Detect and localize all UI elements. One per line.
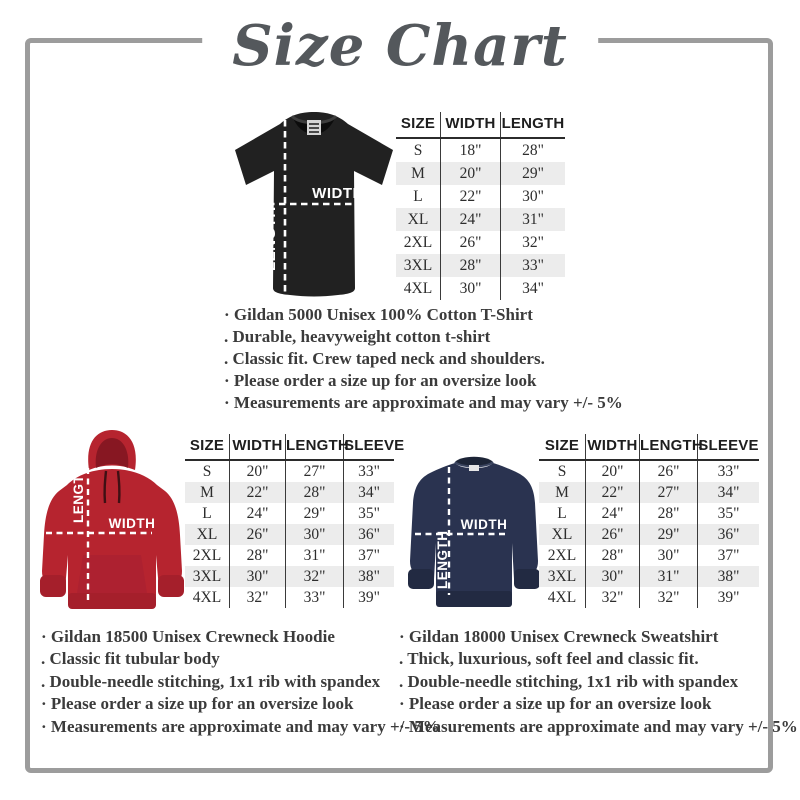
table-cell: M [411, 164, 425, 182]
table-row [185, 587, 394, 608]
product-bullet: . Classic fit. Crew taped neck and shoulders. [224, 349, 545, 368]
table-cell: 38" [344, 566, 395, 587]
table-row [185, 566, 394, 587]
hoodie-description [41, 626, 440, 738]
table-cell: XL [407, 210, 429, 228]
table-row [185, 545, 394, 566]
length-label: LENGTH [262, 206, 279, 271]
table-row [396, 162, 565, 185]
table-cell: 4XL [547, 588, 577, 606]
hoodie-image [33, 423, 191, 621]
table-cell: 39" [344, 587, 395, 608]
width-label: WIDTH [460, 517, 508, 532]
header-row [396, 112, 565, 138]
sweatshirt-description [399, 626, 798, 738]
table-cell: 28" [501, 138, 566, 162]
hoodie-waistband [68, 593, 156, 609]
table-cell: 30" [441, 277, 501, 300]
product-bullet: · Measurements are approximate and may vary +/- 5% [41, 716, 440, 736]
table-cell: 32" [640, 587, 698, 608]
table-cell: L [557, 504, 567, 522]
table-cell: 28" [441, 254, 501, 277]
table-row [185, 503, 394, 524]
tshirt-description [224, 304, 623, 414]
header-row [185, 434, 394, 460]
table-cell: S [413, 141, 423, 159]
table-cell: XL [196, 525, 218, 543]
table-cell: 29" [501, 162, 566, 185]
table-cell: 24" [230, 503, 286, 524]
product-bullet: · Measurements are approximate and may vary +/- 5% [224, 393, 623, 412]
table-row [539, 545, 759, 566]
table-cell: 20" [586, 460, 640, 482]
table-cell: 35" [698, 503, 760, 524]
product-bullet: . Double-needle stitching, 1x1 rib with spandex [41, 671, 381, 691]
length-label: LENGTH [71, 464, 86, 523]
table-cell: 29" [286, 503, 344, 524]
width-label: WIDTH [312, 185, 364, 202]
sweatshirt-hem [436, 591, 512, 607]
hoodie-size-table [185, 434, 405, 608]
table-cell: 33" [501, 254, 566, 277]
table-cell: 24" [441, 208, 501, 231]
product-bullet: . Thick, luxurious, soft feel and classic fit. [399, 649, 699, 669]
hoodie-drawstring-left [105, 471, 106, 503]
table-cell: 30" [640, 545, 698, 566]
table-cell: 29" [640, 524, 698, 545]
column-header: WIDTH [586, 434, 640, 460]
table-cell: 37" [344, 545, 395, 566]
table-cell: 26" [640, 460, 698, 482]
table-cell: 34" [698, 482, 760, 503]
sweatshirt-cuff-right [514, 569, 540, 589]
column-header: SIZE [544, 437, 580, 454]
table-cell: 22" [441, 185, 501, 208]
product-bullet: . Double-needle stitching, 1x1 rib with spandex [399, 671, 739, 691]
product-bullet: . Durable, heavyweight cotton t-shirt [224, 327, 491, 346]
table-cell: 20" [230, 460, 286, 482]
table-cell: XL [551, 525, 573, 543]
table-cell: 35" [344, 503, 395, 524]
table-cell: L [413, 187, 423, 205]
table-cell: 31" [286, 545, 344, 566]
table-cell: 28" [230, 545, 286, 566]
table-cell: 18" [441, 138, 501, 162]
column-header: LENGTH [501, 112, 566, 138]
table-cell: 22" [586, 482, 640, 503]
table-cell: 26" [441, 231, 501, 254]
table-cell: 4XL [192, 588, 222, 606]
table-cell: 3XL [192, 567, 222, 585]
hoodie-drawstring-right [118, 471, 119, 503]
table-row [539, 566, 759, 587]
table-cell: 34" [501, 277, 566, 300]
table-cell: 33" [698, 460, 760, 482]
table-cell: 2XL [547, 546, 577, 564]
table-cell: 32" [286, 566, 344, 587]
table-cell: M [555, 483, 569, 501]
product-bullet: · Measurements are approximate and may vary +/- 5% [399, 716, 798, 736]
table-cell: 36" [698, 524, 760, 545]
tshirt-neck-tag [307, 120, 321, 135]
table-cell: 28" [640, 503, 698, 524]
length-label: LENGTH [435, 530, 450, 589]
product-bullet: · Please order a size up for an oversize look [41, 694, 354, 714]
sweatshirt-image [398, 445, 550, 620]
table-cell: 30" [501, 185, 566, 208]
table-row [539, 524, 759, 545]
table-row [396, 138, 565, 162]
table-cell: 28" [586, 545, 640, 566]
table-cell: S [557, 462, 567, 480]
table-cell: 31" [501, 208, 566, 231]
column-header: SIZE [189, 437, 225, 454]
table-row [185, 524, 394, 545]
table-cell: 3XL [547, 567, 577, 585]
product-bullet: · Gildan 5000 Unisex 100% Cotton T-Shirt [224, 305, 533, 324]
table-cell: 26" [230, 524, 286, 545]
sweatshirt-size-table [539, 434, 759, 608]
sweatshirt-neck-tag [469, 465, 479, 471]
table-cell: L [202, 504, 212, 522]
table-cell: 37" [698, 545, 760, 566]
product-bullet: · Gildan 18500 Unisex Crewneck Hoodie [41, 627, 335, 646]
column-header: LENGTH [640, 434, 698, 460]
table-cell: 22" [230, 482, 286, 503]
table-cell: 30" [230, 566, 286, 587]
table-row [539, 460, 759, 482]
table-cell: 33" [286, 587, 344, 608]
table-cell: 3XL [403, 256, 433, 274]
table-cell: 33" [344, 460, 395, 482]
page-title: Size Chart [202, 2, 598, 90]
table-cell: 4XL [403, 279, 433, 297]
table-cell: 2XL [403, 233, 433, 251]
table-cell: 32" [586, 587, 640, 608]
product-bullet: . Classic fit tubular body [41, 649, 220, 669]
table-row [396, 277, 565, 300]
column-header: LENGTH [286, 434, 344, 460]
width-label: WIDTH [108, 516, 156, 531]
column-header: SLEEVE [698, 434, 760, 460]
table-cell: M [200, 483, 214, 501]
table-cell: 24" [586, 503, 640, 524]
table-cell: 32" [501, 231, 566, 254]
table-row [539, 587, 759, 608]
column-header: WIDTH [441, 112, 501, 138]
table-cell: S [202, 462, 212, 480]
table-cell: 39" [698, 587, 760, 608]
column-header: WIDTH [230, 434, 286, 460]
table-cell: 27" [286, 460, 344, 482]
sweatshirt-cuff-left [408, 569, 434, 589]
table-cell: 27" [640, 482, 698, 503]
table-row [396, 231, 565, 254]
tshirt-size-table [396, 112, 565, 300]
table-cell: 38" [698, 566, 760, 587]
column-header: SIZE [400, 115, 436, 132]
table-cell: 30" [286, 524, 344, 545]
hoodie-cuff-left [40, 575, 66, 597]
hoodie-cuff-right [158, 575, 184, 597]
product-bullet: · Please order a size up for an oversize look [224, 371, 537, 390]
product-bullet: · Gildan 18000 Unisex Crewneck Sweatshirt [399, 627, 719, 646]
table-row [185, 482, 394, 503]
table-row [396, 254, 565, 277]
table-cell: 31" [640, 566, 698, 587]
table-cell: 34" [344, 482, 395, 503]
header-row [539, 434, 759, 460]
table-cell: 30" [586, 566, 640, 587]
table-cell: 20" [441, 162, 501, 185]
table-row [539, 482, 759, 503]
product-bullet: · Please order a size up for an oversize look [399, 694, 712, 714]
table-cell: 2XL [192, 546, 222, 564]
table-cell: 28" [286, 482, 344, 503]
table-cell: 26" [586, 524, 640, 545]
table-cell: 36" [344, 524, 395, 545]
table-row [396, 185, 565, 208]
table-row [539, 503, 759, 524]
table-row [185, 460, 394, 482]
tshirt-image [226, 103, 402, 303]
column-header: SLEEVE [344, 434, 395, 460]
table-row [396, 208, 565, 231]
table-cell: 32" [230, 587, 286, 608]
